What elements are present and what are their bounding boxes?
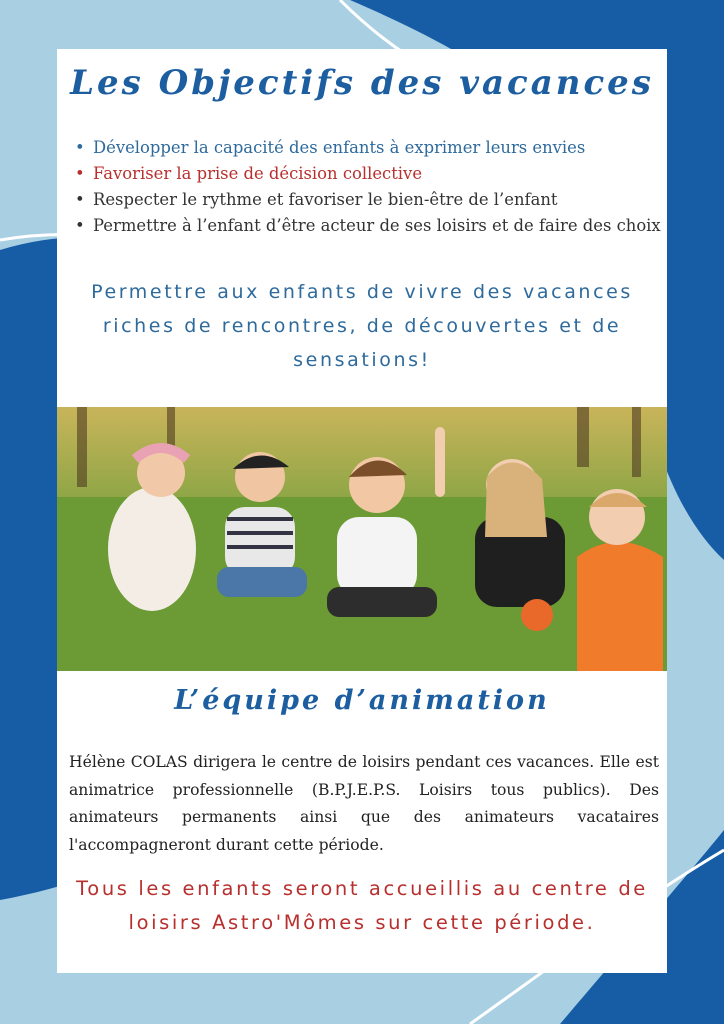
objective-item: • Permettre à l’enfant d’être acteur de ses loisirs et de faire des choix (93, 213, 681, 239)
content-card (57, 49, 667, 973)
objective-item: • Développer la capacité des enfants à exprimer leurs envies (93, 135, 681, 161)
children-photo (57, 407, 667, 671)
objective-item: • Respecter le rythme et favoriser le bien-être de l’enfant (93, 187, 681, 213)
team-title: L’équipe d’animation (174, 685, 550, 716)
objectives-list (73, 135, 681, 239)
objectives-slogan: Permettre aux enfants de vivre des vacances riches de rencontres, de découvertes et de sensations! (91, 281, 633, 371)
team-paragraph: Hélène COLAS dirigera le centre de loisirs pendant ces vacances. Elle est animatrice professionnelle (B.P.J.E.P.S. Loisirs tous publics). Des animateurs permanents ainsi que des animateurs vacataires l'accompagneront durant cette période. (69, 753, 659, 854)
closing-statement: Tous les enfants seront accueillis au centre de loisirs Astro'Mômes sur cette période. (76, 877, 648, 934)
objectives-title: Les Objectifs des vacances (70, 63, 654, 103)
objective-item: • Favoriser la prise de décision collective (93, 161, 681, 187)
